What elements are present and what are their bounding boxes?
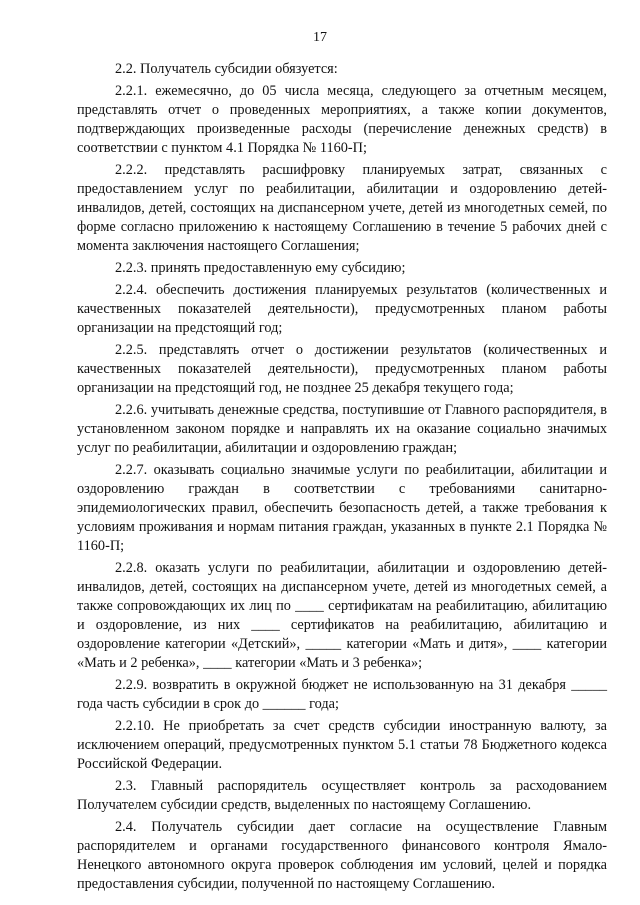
- paragraph-2-2-2: 2.2.2. представлять расшифровку планируемых затрат, связанных с предоставлением услуг по реабилитации, абилитации и оздоровлению детей-инвалидов, детей, состоящих на диспансерном учете, детей из многодетных семей, по форме согласно приложению к настоящему Соглашению в течение 5 рабочих дней с момента заключения настоящего Соглашения;: [77, 162, 607, 254]
- paragraph-2-2-10: 2.2.10. Не приобретать за счет средств субсидии иностранную валюту, за исключением операций, предусмотренных пунктом 5.1 статьи 78 Бюджетного кодекса Российской Федерации.: [77, 718, 607, 772]
- paragraph-2-2-1: 2.2.1. ежемесячно, до 05 числа месяца, следующего за отчетным месяцем, представлять отчет о проведенных мероприятиях, а также копии документов, подтверждающих произведенные расходы (перечисление денежных средств) в соответствии с пунктом 4.1 Порядка № 1160-П;: [77, 83, 607, 156]
- paragraph-2-2-7: 2.2.7. оказывать социально значимые услуги по реабилитации, абилитации и оздоровлению граждан в соответствии с требованиями санитарно-эпидемиологических правил, обеспечить безопасность детей, а также требования к условиям проживания и нормам питания граждан, указанных в пункте 2.1 Порядка № 1160-П;: [77, 462, 607, 554]
- paragraph-2-2-4: 2.2.4. обеспечить достижения планируемых результатов (количественных и качественных показателей деятельности), предусмотренных планом работы организации на предстоящий год;: [77, 282, 607, 336]
- page-number: 17: [313, 30, 327, 45]
- paragraph-2-2-6: 2.2.6. учитывать денежные средства, поступившие от Главного распорядителя, в установленном законом порядке и направлять их на оказание социально значимых услуг по реабилитации, абилитации и оздоровлению граждан;: [77, 402, 607, 456]
- paragraph-2-2-8: 2.2.8. оказать услуги по реабилитации, абилитации и оздоровлению детей-инвалидов, детей, состоящих на диспансерном учете, детей из многодетных семей, а также сопровождающих их лиц по ____ сертификатам на реабилитацию, абилитацию и оздоровление, из них ____ сертификатов на реабилитацию, абилитацию и оздоровление категории «Детский», _____ категории «Мать и дитя», ____ категории «Мать и 2 ребенка», ____ категории «Мать и 3 ребенка»;: [77, 560, 607, 671]
- document-body: [77, 60, 607, 897]
- paragraph-2-4: 2.4. Получатель субсидии дает согласие на осуществление Главным распорядителем и органами государственного финансового контроля Ямало-Ненецкого автономного округа проверок соблюдения им условий, целей и порядка предоставления субсидии, полученной по настоящему Соглашению.: [77, 819, 607, 892]
- paragraph-2-2-3: 2.2.3. принять предоставленную ему субсидию;: [115, 260, 406, 276]
- paragraph-2-2: 2.2. Получатель субсидии обязуется:: [115, 61, 338, 77]
- paragraph-2-3: 2.3. Главный распорядитель осуществляет контроль за расходованием Получателем субсидии средств, выделенных по настоящему Соглашению.: [77, 778, 607, 813]
- paragraph-2-2-9: 2.2.9. возвратить в окружной бюджет не использованную на 31 декабря _____ года часть субсидии в срок до ______ года;: [77, 677, 607, 712]
- paragraph-2-2-5: 2.2.5. представлять отчет о достижении результатов (количественных и качественных показателей деятельности), предусмотренных планом работы организации на предстоящий год, не позднее 25 декабря текущего года;: [77, 342, 607, 396]
